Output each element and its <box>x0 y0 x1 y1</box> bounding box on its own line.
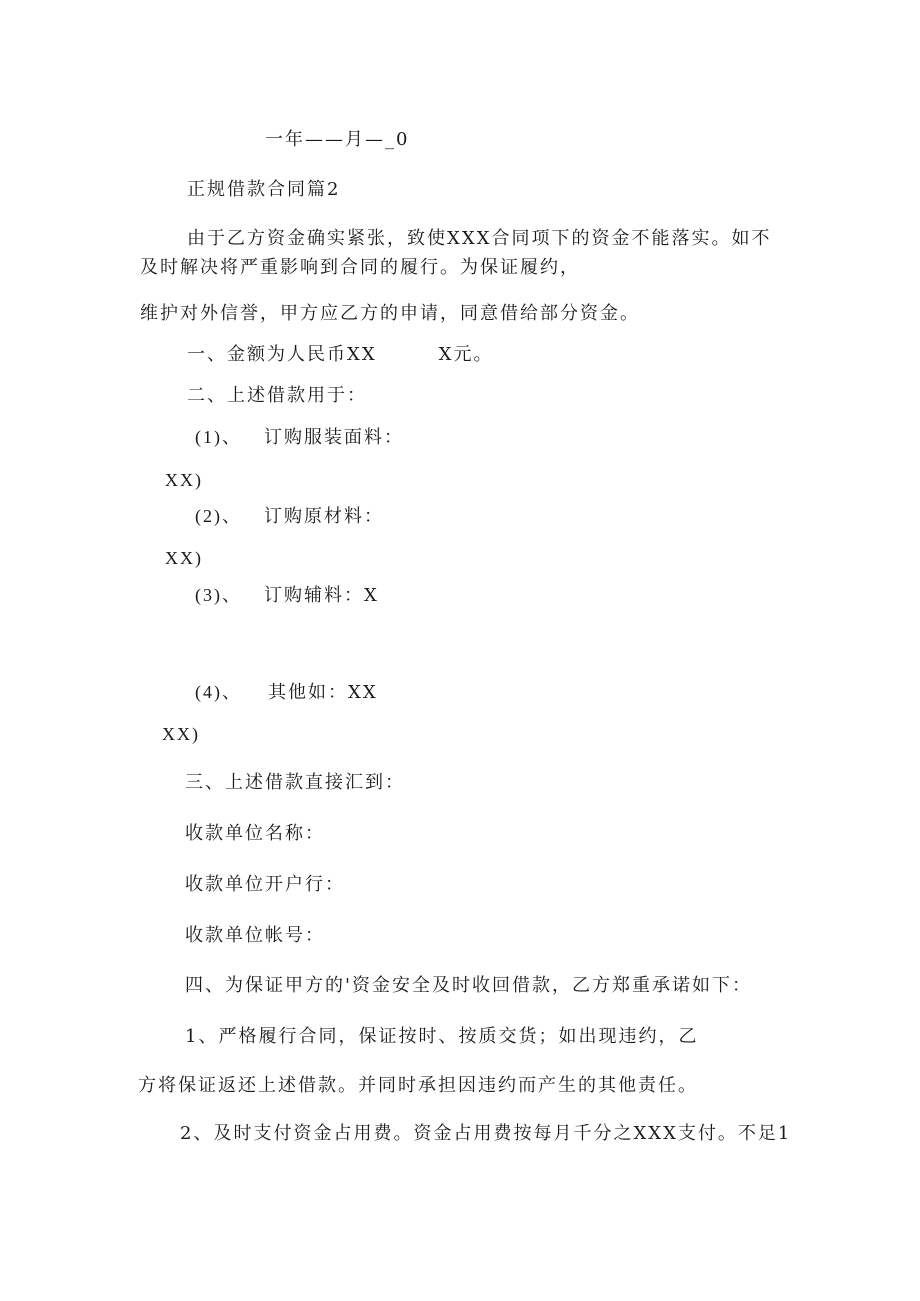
purpose-item-number: (1)、 <box>195 427 242 447</box>
clause-1 <box>187 343 493 367</box>
payee-account-label: 收款单位帐号： <box>185 925 325 946</box>
clause-4-label: 四、为保证甲方的'资金安全及时收回借款，乙方郑重承诺如下： <box>185 975 752 996</box>
purpose-item-text: 订购辅料：X <box>264 585 379 606</box>
pledge-2-line-1: 2、及时支付资金占用费。资金占用费按每月千分之XXX支付。不足1 <box>180 1123 792 1144</box>
purpose-item-1 <box>195 425 404 450</box>
payee-name-label: 收款单位名称： <box>185 823 325 844</box>
date-line: 一年——月—_0 <box>265 129 410 150</box>
purpose-item-text: 其他如：XX <box>268 682 378 703</box>
purpose-item-text: 订购原材料： <box>264 506 384 527</box>
purpose-item-4 <box>195 680 378 705</box>
purpose-item-2 <box>195 504 384 529</box>
purpose-item-3 <box>195 583 379 608</box>
purpose-item-number: (4)、 <box>195 682 242 702</box>
pledge-1-line-2: 方将保证返还上述借款。并同时承担因违约而产生的其他责任。 <box>138 1075 698 1096</box>
pledge-1-line-1: 1、严格履行合同，保证按时、按质交货；如出现违约，乙 <box>185 1026 699 1047</box>
clause-1-label: 一、金额为人民币XX <box>187 344 377 365</box>
purpose-item-4-cont: XX) <box>162 724 200 744</box>
purpose-item-number: (2)、 <box>195 506 242 526</box>
clause-2-label: 二、上述借款用于： <box>187 385 367 406</box>
purpose-item-text: 订购服装面料： <box>264 427 404 448</box>
purpose-item-1-cont: XX) <box>165 470 203 490</box>
purpose-item-2-cont: XX) <box>165 548 203 568</box>
document-heading: 正规借款合同篇2 <box>187 179 341 200</box>
clause-1-tail: X元。 <box>438 344 494 365</box>
intro-line-1: 由于乙方资金确实紧张，致使XXX合同项下的资金不能落实。如不 <box>187 228 772 249</box>
intro-line-3: 维护对外信誉，甲方应乙方的申请，同意借给部分资金。 <box>140 303 640 324</box>
payee-bank-label: 收款单位开户行： <box>185 874 345 895</box>
clause-3-label: 三、上述借款直接汇到： <box>185 772 405 793</box>
intro-line-2: 及时解决将严重影响到合同的履行。为保证履约， <box>140 257 580 278</box>
purpose-item-number: (3)、 <box>195 585 242 605</box>
